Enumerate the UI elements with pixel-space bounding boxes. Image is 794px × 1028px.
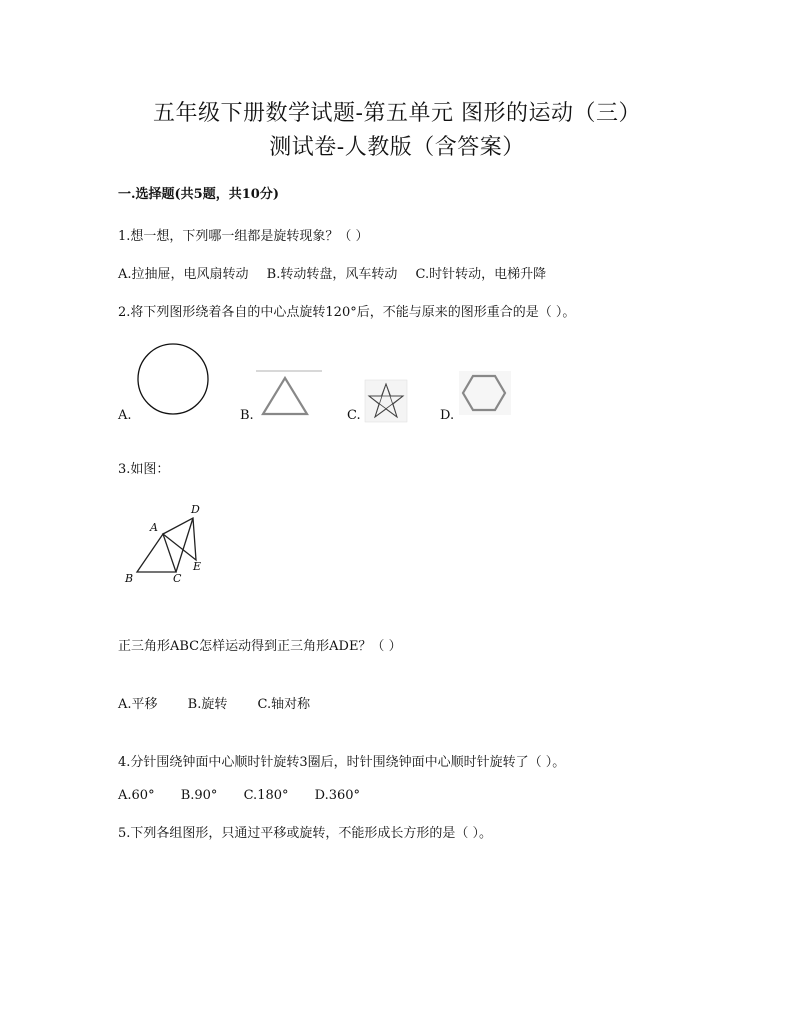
point-label-d: D [191,503,200,516]
q4-options [118,788,360,803]
point-label-a: A [150,521,158,534]
triangle-rotation-figure [120,498,216,602]
doc-title-line2: 测试卷-人教版（含答案） [269,135,525,160]
q2-label-a: A. [118,408,132,423]
q3-option-c: C.轴对称 [257,697,311,712]
q4-option-c: C.180° [243,788,289,803]
q1-option-c: C.时针转动，电梯升降 [415,267,547,282]
q3-stem: 3.如图： [118,462,170,477]
q3-options [118,693,310,712]
q1-stem: 1.想一想，下列哪一组都是旋转现象？（ ） [118,229,369,244]
q3-option-a: A.平移 [118,697,158,712]
q3-question: 正三角形ABC怎样运动得到正三角形ADE？（ ） [118,639,402,654]
star-icon [364,379,408,423]
q4-option-a: A.60° [118,788,155,803]
q1-option-a: A.拉抽屉，电风扇转动 [118,267,249,282]
section-heading: 一.选择题(共5题，共10分) [118,187,279,202]
q5-stem: 5.下列各组图形，只通过平移或旋转，不能形成长方形的是（ ）。 [118,826,493,841]
q4-option-d: D.360° [314,788,361,803]
q3-option-b: B.旋转 [187,697,228,712]
q4-stem: 4.分针围绕钟面中心顺时针旋转3圈后，时针围绕钟面中心顺时针旋转了（ ）。 [118,755,566,770]
q1-option-b: B.转动转盘，风车转动 [266,267,398,282]
point-label-c: C [173,572,182,585]
q2-label-c: C. [347,408,361,423]
triangle-icon [254,368,324,420]
circle-icon [136,342,212,416]
hexagon-icon [458,370,512,416]
q2-stem: 2.将下列图形绕着各自的中心点旋转120°后，不能与原来的图形重合的是（ ）。 [118,305,576,320]
point-label-b: B [125,572,134,585]
q2-label-b: B. [240,408,254,423]
q4-option-b: B.90° [180,788,218,803]
doc-title-line1: 五年级下册数学试题-第五单元 图形的运动（三） [153,101,641,126]
q1-options [118,263,546,282]
q2-label-d: D. [440,408,455,423]
point-label-e: E [193,560,202,573]
